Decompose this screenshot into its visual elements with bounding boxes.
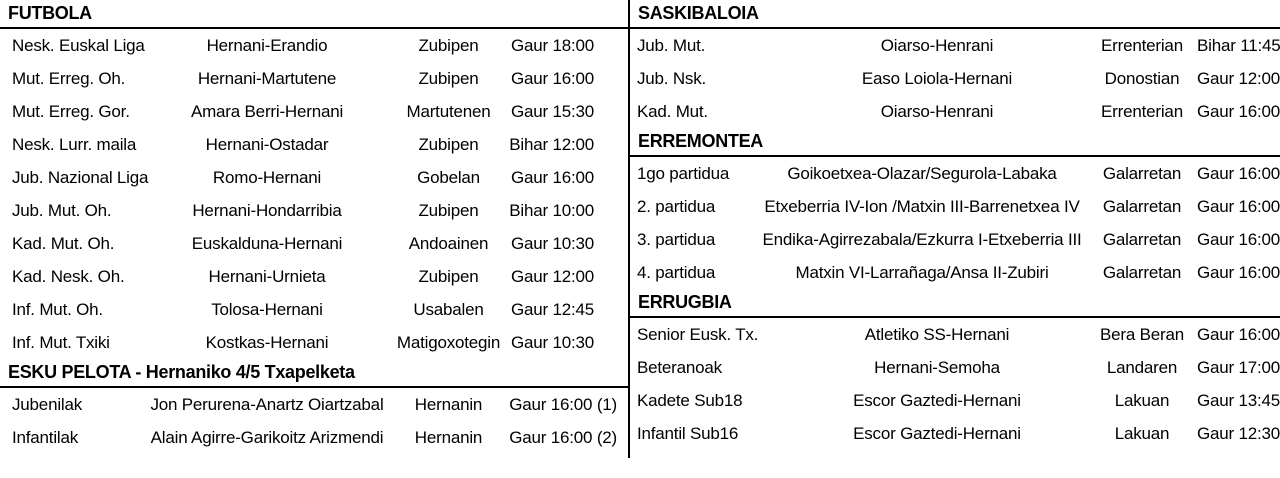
table-row [0, 260, 628, 293]
venue-cell: Errenterian [1101, 101, 1183, 121]
category-cell: Jub. Nsk. [637, 68, 707, 88]
table-row [0, 421, 628, 454]
category-cell: Jub. Mut. [637, 35, 706, 55]
matchup-cell: Hernani-Ostadar [205, 134, 329, 154]
time-cell: Gaur 16:00 [1197, 196, 1280, 216]
category-cell: Inf. Mut. Oh. [12, 299, 103, 319]
venue-cell: Landaren [1106, 357, 1178, 377]
venue-cell: Hernanin [414, 427, 483, 447]
matchup-cell: Endika-Agirrezabala/Ezkurra I-Etxeberria III [762, 229, 1082, 249]
table-row [630, 157, 1280, 190]
category-cell: Kad. Mut. [637, 101, 708, 121]
category-cell: 4. partidua [637, 262, 716, 282]
table-row [630, 223, 1280, 256]
venue-cell: Donostian [1104, 68, 1180, 88]
time-cell: Gaur 16:00 [1197, 324, 1280, 344]
section-title-erremontea: ERREMONTEA [630, 128, 1280, 157]
venue-cell: Zubipen [418, 266, 479, 286]
table-row [0, 326, 628, 359]
category-cell: Jub. Mut. Oh. [12, 200, 112, 220]
erremontea-rows [630, 157, 1280, 289]
matchup-cell: Alain Agirre-Garikoitz Arizmendi [150, 427, 384, 447]
time-cell: Gaur 15:30 [510, 101, 594, 121]
time-cell: Gaur 16:00 [1197, 163, 1280, 183]
section-esku-pelota [0, 359, 628, 454]
matchup-cell: Tolosa-Hernani [211, 299, 323, 319]
table-row [630, 256, 1280, 289]
matchup-cell: Hernani-Hondarribia [192, 200, 342, 220]
section-futbola [0, 0, 628, 359]
section-title-errugbia: ERRUGBIA [630, 289, 1280, 318]
time-cell: Gaur 12:00 [510, 266, 594, 286]
table-row [630, 29, 1280, 62]
category-cell: Beteranoak [637, 357, 722, 377]
section-title-saskibaloia: SASKIBALOIA [630, 0, 1280, 29]
category-cell: Senior Eusk. Tx. [637, 324, 759, 344]
table-row [0, 293, 628, 326]
matchup-cell: Hernani-Urnieta [208, 266, 326, 286]
venue-cell: Usabalen [413, 299, 484, 319]
section-saskibaloia [630, 0, 1280, 128]
table-row [0, 388, 628, 421]
matchup-cell: Romo-Hernani [212, 167, 322, 187]
errugbia-rows [630, 318, 1280, 450]
time-cell: Gaur 16:00 (1) [509, 394, 617, 414]
matchup-cell: Jon Perurena-Anartz Oiartzabal [150, 394, 384, 414]
table-row [0, 29, 628, 62]
venue-cell: Zubipen [418, 68, 479, 88]
matchup-cell: Oiarso-Henrani [880, 35, 994, 55]
table-row [630, 384, 1280, 417]
table-row [630, 318, 1280, 351]
right-column [628, 0, 1280, 458]
matchup-cell: Hernani-Martutene [197, 68, 337, 88]
venue-cell: Errenterian [1101, 35, 1183, 55]
category-cell: Mut. Erreg. Gor. [12, 101, 130, 121]
table-row [0, 227, 628, 260]
category-cell: Jubenilak [12, 394, 83, 414]
venue-cell: Galarretan [1102, 163, 1182, 183]
matchup-cell: Kostkas-Hernani [205, 332, 329, 352]
matchup-cell: Amara Berri-Hernani [190, 101, 344, 121]
matchup-cell: Escor Gaztedi-Hernani [853, 423, 1021, 443]
time-cell: Gaur 10:30 [510, 332, 594, 352]
venue-cell: Galarretan [1102, 262, 1182, 282]
time-cell: Gaur 16:00 (2) [509, 427, 617, 447]
table-row [0, 161, 628, 194]
time-cell: Gaur 12:30 [1197, 423, 1280, 443]
matchup-cell: Euskalduna-Hernani [191, 233, 343, 253]
matchup-cell: Hernani-Erandio [206, 35, 328, 55]
table-row [630, 62, 1280, 95]
time-cell: Gaur 16:00 [1197, 101, 1280, 121]
time-cell: Bihar 11:45 [1197, 35, 1280, 55]
time-cell: Gaur 17:00 [1197, 357, 1280, 377]
time-cell: Gaur 10:30 [510, 233, 594, 253]
time-cell: Gaur 18:00 [510, 35, 594, 55]
time-cell: Gaur 16:00 [510, 68, 594, 88]
time-cell: Gaur 16:00 [1197, 262, 1280, 282]
category-cell: Jub. Nazional Liga [12, 167, 149, 187]
time-cell: Gaur 13:45 [1197, 390, 1280, 410]
time-cell: Gaur 16:00 [1197, 229, 1280, 249]
table-row [0, 95, 628, 128]
venue-cell: Lakuan [1114, 423, 1170, 443]
category-cell: Kadete Sub18 [637, 390, 743, 410]
venue-cell: Lakuan [1114, 390, 1170, 410]
category-cell: Infantil Sub16 [637, 423, 739, 443]
matchup-cell: Escor Gaztedi-Hernani [853, 390, 1021, 410]
time-cell: Gaur 12:00 [1197, 68, 1280, 88]
category-cell: Infantilak [12, 427, 79, 447]
table-row [0, 62, 628, 95]
section-erremontea [630, 128, 1280, 289]
category-cell: Kad. Mut. Oh. [12, 233, 115, 253]
category-cell: 2. partidua [637, 196, 716, 216]
venue-cell: Zubipen [418, 35, 479, 55]
matchup-cell: Hernani-Semoha [874, 357, 1000, 377]
venue-cell: Bera Beran [1100, 324, 1184, 344]
venue-cell: Zubipen [418, 200, 479, 220]
table-row [0, 128, 628, 161]
venue-cell: Hernanin [414, 394, 483, 414]
category-cell: Inf. Mut. Txiki [12, 332, 110, 352]
venue-cell: Zubipen [418, 134, 479, 154]
matchup-cell: Goikoetxea-Olazar/Segurola-Labaka [787, 163, 1057, 183]
table-row [630, 351, 1280, 384]
saskibaloia-rows [630, 29, 1280, 128]
time-cell: Bihar 10:00 [509, 200, 594, 220]
category-cell: 3. partidua [637, 229, 716, 249]
time-cell: Bihar 12:00 [509, 134, 594, 154]
venue-cell: Matigoxotegin [396, 332, 501, 352]
futbola-rows [0, 29, 628, 359]
esku-pelota-rows [0, 388, 628, 454]
venue-cell: Martutenen [406, 101, 491, 121]
section-title-futbola: FUTBOLA [0, 0, 628, 29]
category-cell: Nesk. Euskal Liga [12, 35, 145, 55]
category-cell: Mut. Erreg. Oh. [12, 68, 126, 88]
venue-cell: Galarretan [1102, 196, 1182, 216]
category-cell: Kad. Nesk. Oh. [12, 266, 125, 286]
venue-cell: Galarretan [1102, 229, 1182, 249]
section-errugbia [630, 289, 1280, 450]
matchup-cell: Oiarso-Henrani [880, 101, 994, 121]
table-row [630, 417, 1280, 450]
matchup-cell: Matxin VI-Larrañaga/Ansa II-Zubiri [795, 262, 1049, 282]
time-cell: Gaur 12:45 [510, 299, 594, 319]
table-row [0, 194, 628, 227]
matchup-cell: Etxeberria IV-Ion /Matxin III-Barrenetxea IV [764, 196, 1080, 216]
matchup-cell: Atletiko SS-Hernani [864, 324, 1010, 344]
category-cell: 1go partidua [637, 163, 730, 183]
left-column [0, 0, 628, 478]
matchup-cell: Easo Loiola-Hernani [861, 68, 1013, 88]
table-row [630, 190, 1280, 223]
venue-cell: Gobelan [417, 167, 480, 187]
category-cell: Nesk. Lurr. maila [12, 134, 137, 154]
time-cell: Gaur 16:00 [510, 167, 594, 187]
section-title-esku-pelota: ESKU PELOTA - Hernaniko 4/5 Txapelketa [0, 359, 628, 388]
table-row [630, 95, 1280, 128]
venue-cell: Andoainen [408, 233, 489, 253]
